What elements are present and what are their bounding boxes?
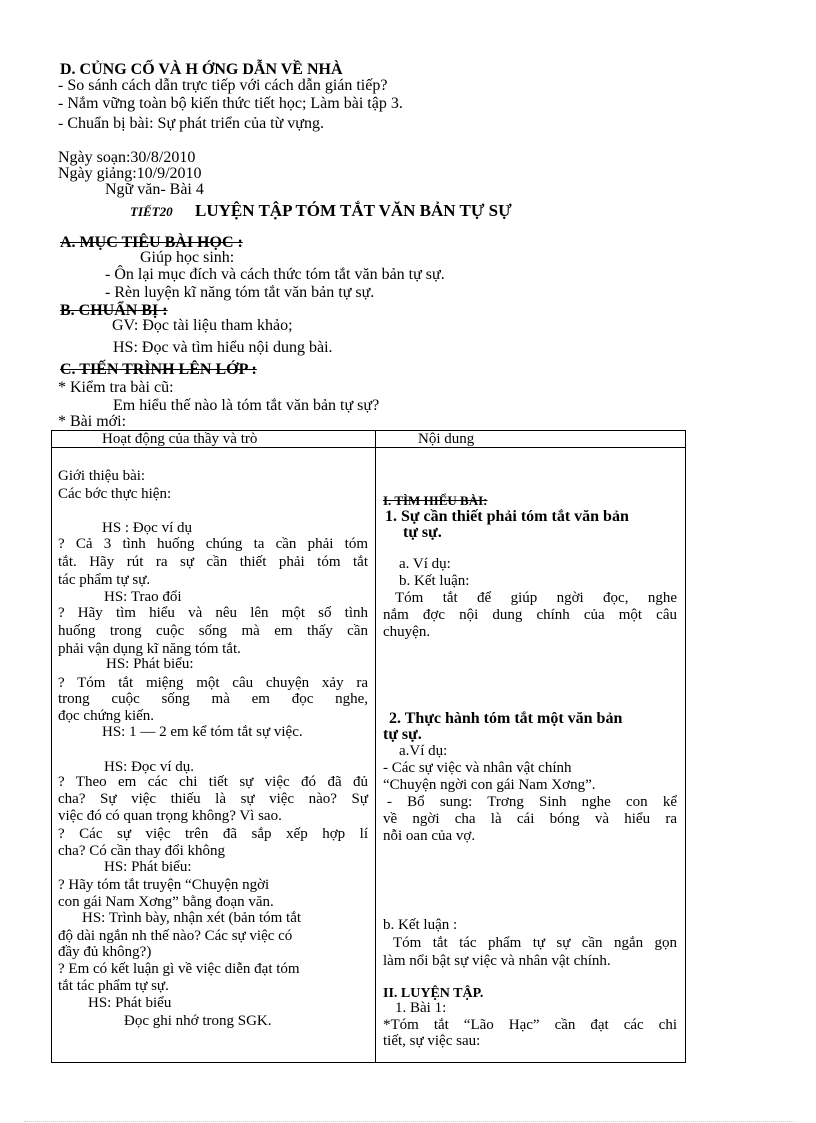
section-c-title: C. TIẾN TRÌNH LÊN LỚP : xyxy=(60,361,257,378)
table-left-line: tắt tác phẩm tự sự. xyxy=(58,978,169,994)
table-right-line: - Các sự việc và nhân vật chính xyxy=(383,760,572,776)
table-left-line: HS: Đọc ví dụ. xyxy=(104,759,194,775)
table-right-line: 1. Sự cần thiết phải tóm tắt văn bản xyxy=(385,508,629,525)
table-left-line: HS: Trao đổi xyxy=(104,589,182,605)
table-left-line: ? Cả 3 tình huống chúng ta cần phải tóm xyxy=(58,536,368,552)
table-right-line: - Bổ sung: Trơng Sinh nghe con kể xyxy=(387,794,677,810)
table-left-line: Đọc ghi nhớ trong SGK. xyxy=(124,1013,272,1029)
section-d-title: D. CỦNG CỐ VÀ H ỚNG DẪN VỀ NHÀ xyxy=(60,61,343,78)
section-b-title: B. CHUẨN BỊ : xyxy=(60,302,168,319)
table-left-line: HS : Đọc ví dụ xyxy=(102,520,192,536)
table-header-right: Nội dung xyxy=(418,431,475,447)
section-b-gv: GV: Đọc tài liệu tham khảo; xyxy=(112,317,293,334)
table-right-line: tiết, sự việc sau: xyxy=(383,1033,481,1049)
table-right-line: b. Kết luận : xyxy=(383,917,458,933)
table-right-line: về ngời cha là cái bóng và hiểu ra xyxy=(383,811,677,827)
table-left-line: HS: Phát biểu: xyxy=(106,656,194,672)
table-right-line: nắm đợc nội dung chính của một câu xyxy=(383,607,677,623)
section-b-hs: HS: Đọc và tìm hiểu nội dung bài. xyxy=(113,339,333,356)
table-left-line: độ dài ngắn nh thế nào? Các sự việc có xyxy=(58,928,293,944)
table-right-line: “Chuyện ngời con gái Nam Xơng”. xyxy=(383,777,596,793)
table-left-line: HS: Trình bày, nhận xét (bản tóm tắt xyxy=(82,910,302,926)
table-left-line: đầy đủ không?) xyxy=(58,944,152,960)
table-right-line: I. TÌM HIỂU BÀI: xyxy=(383,493,488,508)
section-d-item: - Chuẩn bị bài: Sự phát triển của từ vựng. xyxy=(58,115,324,132)
lesson-title: LUYỆN TẬP TÓM TẮT VĂN BẢN TỰ SỰ xyxy=(195,201,512,220)
table-left-line: Các bớc thực hiện: xyxy=(58,486,172,502)
table-header-divider xyxy=(51,447,686,448)
section-a-title: A. MỤC TIÊU BÀI HỌC : xyxy=(60,234,243,251)
table-left-line: Giới thiệu bài: xyxy=(58,468,146,484)
table-right-line: làm nổi bật sự việc và nhân vật chính. xyxy=(383,953,611,969)
section-d-item: - So sánh cách dẫn trực tiếp với cách dẫn gián tiếp? xyxy=(58,77,388,94)
section-c-new-lesson: * Bài mới: xyxy=(58,413,127,430)
table-left-line: huống trong cuộc sống mà em thấy cần xyxy=(58,623,368,639)
table-left-line: ? Theo em các chi tiết sự việc đó đã đủ xyxy=(58,774,368,790)
table-left-line: cha? Sự việc thiếu là sự việc nào? Sự xyxy=(58,791,368,807)
table-left-line: ? Hãy tìm hiểu và nêu lên một số tình xyxy=(58,605,368,621)
table-right-line: nỗi oan của vợ. xyxy=(383,828,476,844)
table-right-line: II. LUYỆN TẬP. xyxy=(383,986,484,1001)
table-right-line: b. Kết luận: xyxy=(399,573,470,589)
table-right-line: chuyện. xyxy=(383,624,431,640)
table-left-line: HS: Phát biểu: xyxy=(104,859,192,875)
table-right-line: Tóm tắt để giúp ngời đọc, nghe xyxy=(395,590,677,606)
section-a-item: - Rèn luyện kĩ năng tóm tắt văn bản tự sự. xyxy=(105,284,375,301)
table-left-line: ? Hãy tóm tắt truyện “Chuyện ngời xyxy=(58,877,270,893)
table-left-line: ? Các sự việc trên đã sắp xếp hợp lí xyxy=(58,826,368,842)
section-d-item: - Nắm vững toàn bộ kiến thức tiết học; Làm bài tập 3. xyxy=(58,95,403,112)
table-left-line: HS: 1 — 2 em kể tóm tắt sự việc. xyxy=(102,724,303,740)
section-c-check-label: * Kiểm tra bài cũ: xyxy=(58,379,174,396)
section-a-item: - Ôn lại mục đích và cách thức tóm tắt văn bản tự sự. xyxy=(105,266,445,283)
page-bottom-divider xyxy=(24,1121,794,1122)
section-a-intro: Giúp học sinh: xyxy=(140,249,235,266)
table-right-line: *Tóm tắt “Lão Hạc” cần đạt các chi xyxy=(383,1017,677,1033)
lesson-number: TIẾT20 xyxy=(130,204,173,219)
date-taught: Ngày giảng:10/9/2010 xyxy=(58,165,202,182)
table-left-line: việc đó có quan trọng không? Vì sao. xyxy=(58,808,282,824)
date-prepared: Ngày soạn:30/8/2010 xyxy=(58,149,196,166)
table-right-line: tự sự. xyxy=(403,524,442,541)
table-left-line: phải vận dụng kĩ năng tóm tắt. xyxy=(58,641,241,657)
table-left-line: cha? Có cần thay đổi không xyxy=(58,843,226,859)
table-right-line: a.Ví dụ: xyxy=(399,743,448,759)
subject-label: Ngữ văn- Bài 4 xyxy=(105,181,204,198)
table-left-line: tác phẩm tự sự. xyxy=(58,572,151,588)
table-left-line: HS: Phát biểu xyxy=(88,995,172,1011)
table-left-line: ? Tóm tắt miệng một câu chuyện xảy ra xyxy=(58,675,368,691)
table-left-line: tắt. Hãy rút ra sự cần thiết phải tóm tắt xyxy=(58,554,368,570)
section-c-check-question: Em hiểu thế nào là tóm tắt văn bản tự sự? xyxy=(113,397,380,414)
table-right-line: 1. Bài 1: xyxy=(395,1000,447,1016)
table-left-line: ? Em có kết luận gì về việc diễn đạt tóm xyxy=(58,961,300,977)
table-right-line: 2. Thực hành tóm tắt một văn bản xyxy=(389,710,623,727)
table-right-line: tự sự. xyxy=(383,726,422,743)
table-right-line: a. Ví dụ: xyxy=(399,556,451,572)
table-right-line: Tóm tắt tác phẩm tự sự cần ngắn gọn xyxy=(393,935,677,951)
table-left-line: con gái Nam Xơng” bằng đoạn văn. xyxy=(58,894,274,910)
table-header-left: Hoạt động của thầy và trò xyxy=(102,431,258,447)
table-left-line: trong cuộc sống mà em đọc nghe, xyxy=(58,691,368,707)
table-column-divider xyxy=(375,430,376,1063)
table-left-line: đọc chứng kiến. xyxy=(58,708,155,724)
